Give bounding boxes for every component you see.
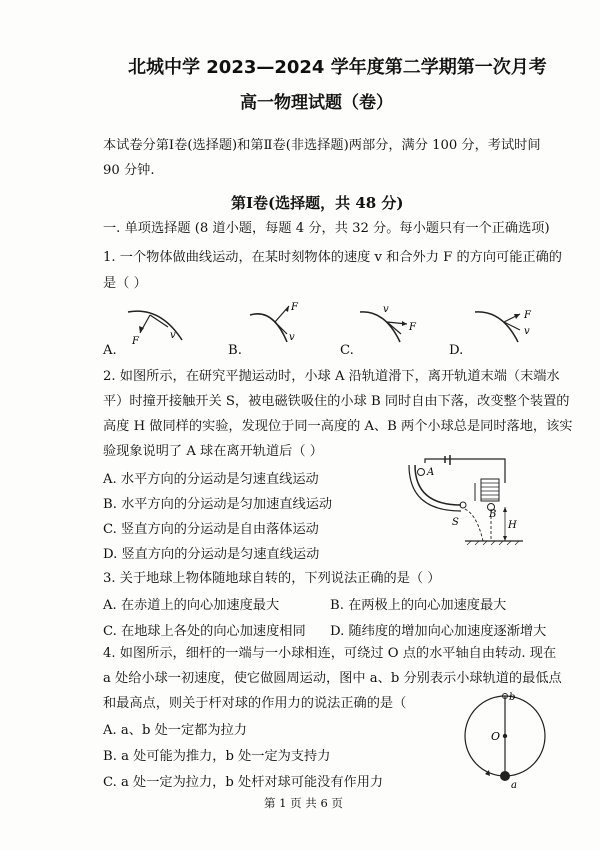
q2-label-a: A bbox=[427, 467, 435, 478]
q2-label-h: H bbox=[508, 520, 517, 531]
q2-stem-line-1: 2. 如图所示，在研究平抛运动时，小球 A 沿轨道滑下，离开轨道末端（末端水 bbox=[103, 369, 560, 384]
q4-option-a[interactable]: A. a、b 处一定都为拉力 bbox=[103, 723, 247, 738]
intro-line-2: 90 分钟. bbox=[103, 163, 155, 178]
q2-label-s: S bbox=[452, 517, 459, 528]
q3-option-a[interactable]: A. 在赤道上的向心加速度最大 bbox=[103, 598, 280, 613]
section-heading: 第Ⅰ卷(选择题，共 48 分) bbox=[231, 194, 404, 212]
q1-figure-d bbox=[470, 300, 550, 350]
part-heading: 一. 单项选择题 (8 道小题，每题 4 分，共 32 分。每小题只有一个正确选项) bbox=[103, 221, 550, 236]
q4-label-b: b bbox=[509, 692, 516, 703]
q1-option-b[interactable]: B. bbox=[228, 343, 242, 358]
q1-figure-b bbox=[245, 300, 325, 350]
q3-option-c[interactable]: C. 在地球上各处的向心加速度相同 bbox=[103, 624, 306, 639]
q2-stem-line-2: 平）时撞开接触开关 S，被电磁铁吸住的小球 B 同时自由下落，改变整个装置的 bbox=[103, 394, 570, 409]
q1a-force-label: F bbox=[132, 336, 139, 347]
exam-title: 北城中学 2023—2024 学年度第二学期第一次月考 bbox=[128, 57, 547, 78]
q4-option-c[interactable]: C. a 处一定为拉力，b 处杆对球可能没有作用力 bbox=[103, 775, 384, 790]
exam-subtitle: 高一物理试题（卷） bbox=[240, 93, 393, 113]
q1b-force-label: F bbox=[291, 302, 298, 313]
q4-circle-figure bbox=[455, 690, 555, 790]
q2-stem-line-4: 验现象说明了 A 球在离开轨道后（ ） bbox=[103, 444, 323, 459]
q2-label-b: B bbox=[489, 509, 497, 520]
q2-stem-line-3: 高度 H 做同样的实验，发现位于同一高度的 A、B 两个小球总是同时落地，该实 bbox=[103, 419, 573, 434]
q2-option-d[interactable]: D. 竖直方向的分运动是匀速直线运动 bbox=[103, 547, 320, 562]
q1-stem-line-1: 1. 一个物体做曲线运动，在某时刻物体的速度 v 和合外力 F 的方向可能正确的 bbox=[103, 250, 562, 265]
q2-option-b[interactable]: B. 水平方向的分运动是匀加速直线运动 bbox=[103, 497, 333, 512]
q2-apparatus-figure bbox=[405, 455, 525, 545]
q1-option-c[interactable]: C. bbox=[340, 343, 354, 358]
q4-stem-line-2: a 处给小球一初速度，使它做圆周运动，图中 a、b 分别表示小球轨道的最低点 bbox=[103, 671, 562, 686]
q1a-velocity-label: v bbox=[170, 330, 176, 341]
q4-label-a: a bbox=[511, 780, 517, 790]
q4-stem-line-3: 和最高点，则关于杆对球的作用力的说法正确的是（ bbox=[103, 696, 407, 711]
q2-option-c[interactable]: C. 竖直方向的分运动是自由落体运动 bbox=[103, 522, 319, 537]
intro-line-1: 本试卷分第Ⅰ卷(选择题)和第Ⅱ卷(非选择题)两部分，满分 100 分，考试时间 bbox=[103, 138, 541, 153]
q1b-velocity-label: v bbox=[289, 332, 295, 343]
q1c-force-label: F bbox=[409, 322, 416, 333]
q3-option-b[interactable]: B. 在两极上的向心加速度最大 bbox=[330, 598, 507, 613]
q2-option-a[interactable]: A. 水平方向的分运动是匀速直线运动 bbox=[103, 472, 319, 487]
q1-option-d[interactable]: D. bbox=[449, 343, 464, 358]
q1c-velocity-label: v bbox=[383, 304, 389, 315]
q1d-force-label: F bbox=[524, 310, 531, 321]
q4-stem-line-1: 4. 如图所示，细杆的一端与一小球相连，可绕过 O 点的水平轴自由转动. 现在 bbox=[103, 646, 557, 661]
q1-figure-a bbox=[120, 300, 210, 350]
q1-option-a[interactable]: A. bbox=[103, 343, 117, 358]
q3-option-d[interactable]: D. 随纬度的增加向心加速度逐渐增大 bbox=[330, 624, 547, 639]
q3-stem: 3. 关于地球上物体随地球自转的，下列说法正确的是（ ） bbox=[103, 571, 441, 586]
q4-option-b[interactable]: B. a 处可能为推力，b 处一定为支持力 bbox=[103, 749, 331, 764]
q4-label-o: O bbox=[491, 730, 501, 743]
q1d-velocity-label: v bbox=[524, 326, 530, 337]
page-footer: 第 1 页 共 6 页 bbox=[264, 796, 343, 810]
q1-figure-c bbox=[355, 300, 435, 350]
q1-stem-line-2: 是（ ） bbox=[103, 276, 147, 291]
